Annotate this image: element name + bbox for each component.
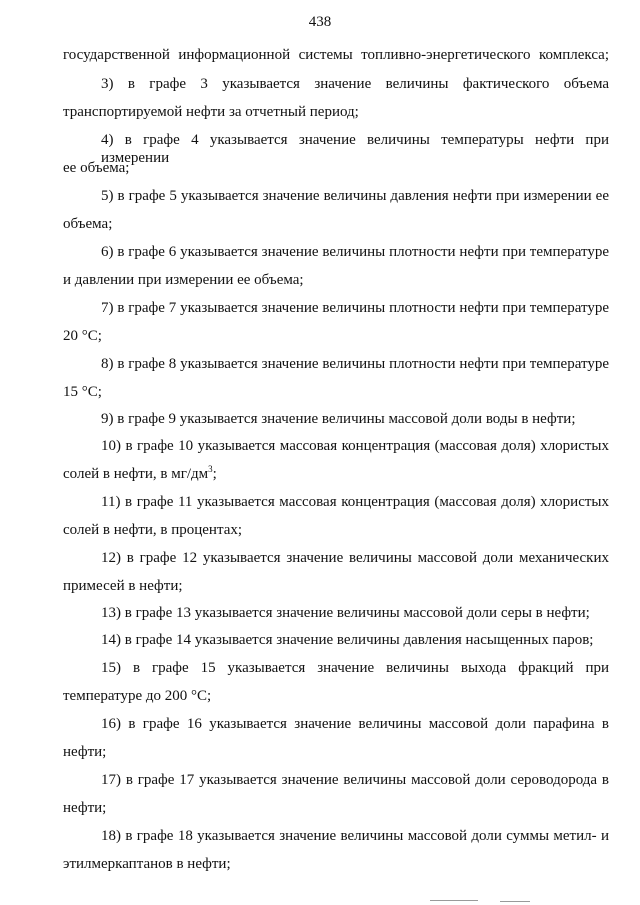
superscript: 3: [208, 464, 213, 474]
text-line: [63, 465, 217, 483]
text-line: 15) в графе 15 указывается значение величины выхода фракций при: [101, 660, 609, 676]
text-line: 10) в графе 10 указывается массовая концентрация (массовая доля) хлористых: [101, 438, 609, 454]
text-line: 17) в графе 17 указывается значение величины массовой доли сероводорода в: [101, 772, 609, 788]
text-line: температуре до 200 °С;: [63, 688, 212, 704]
text-line: этилмеркаптанов в нефти;: [63, 856, 231, 872]
text-line: примесей в нефти;: [63, 578, 183, 594]
text-line: объема;: [63, 216, 113, 232]
text-line: 3) в графе 3 указывается значение величины фактического объема: [101, 76, 609, 92]
text-line: 9) в графе 9 указывается значение величины массовой доли воды в нефти;: [101, 411, 576, 427]
text-line: транспортируемой нефти за отчетный период;: [63, 104, 359, 120]
text-line: ее объема;: [63, 160, 130, 176]
text-line: нефти;: [63, 800, 107, 816]
page-number: 438: [308, 14, 332, 30]
text-line: нефти;: [63, 744, 107, 760]
text-line: и давлении при измерении ее объема;: [63, 272, 304, 288]
scan-artifact: [500, 901, 530, 902]
text-line: 12) в графе 12 указывается значение величины массовой доли механических: [101, 550, 609, 566]
scan-artifact: [430, 900, 478, 901]
text-line: 13) в графе 13 указывается значение величины массовой доли серы в нефти;: [101, 605, 590, 621]
text-fragment: солей в нефти, в мг/дм: [63, 466, 209, 482]
text-line: 16) в графе 16 указывается значение величины массовой доли парафина в: [101, 716, 609, 732]
text-line: 4) в графе 4 указывается значение величины температуры нефти при измерении: [101, 132, 609, 166]
text-line: 11) в графе 11 указывается массовая концентрация (массовая доля) хлористых: [101, 494, 609, 510]
text-fragment: ;: [212, 466, 217, 482]
text-line: 7) в графе 7 указывается значение величины плотности нефти при температуре: [101, 300, 609, 316]
text-line: государственной информационной системы топливно-энергетического комплекса;: [63, 47, 609, 63]
text-line: 8) в графе 8 указывается значение величины плотности нефти при температуре: [101, 356, 609, 372]
text-line: 6) в графе 6 указывается значение величины плотности нефти при температуре: [101, 244, 609, 260]
text-line: 20 °С;: [63, 328, 102, 344]
text-line: 15 °С;: [63, 384, 102, 400]
text-line: 18) в графе 18 указывается значение величины массовой доли суммы метил- и: [101, 828, 609, 844]
text-line: 14) в графе 14 указывается значение величины давления насыщенных паров;: [101, 632, 594, 648]
text-line: 5) в графе 5 указывается значение величины давления нефти при измерении ее: [101, 188, 609, 204]
text-line: солей в нефти, в процентах;: [63, 522, 243, 538]
